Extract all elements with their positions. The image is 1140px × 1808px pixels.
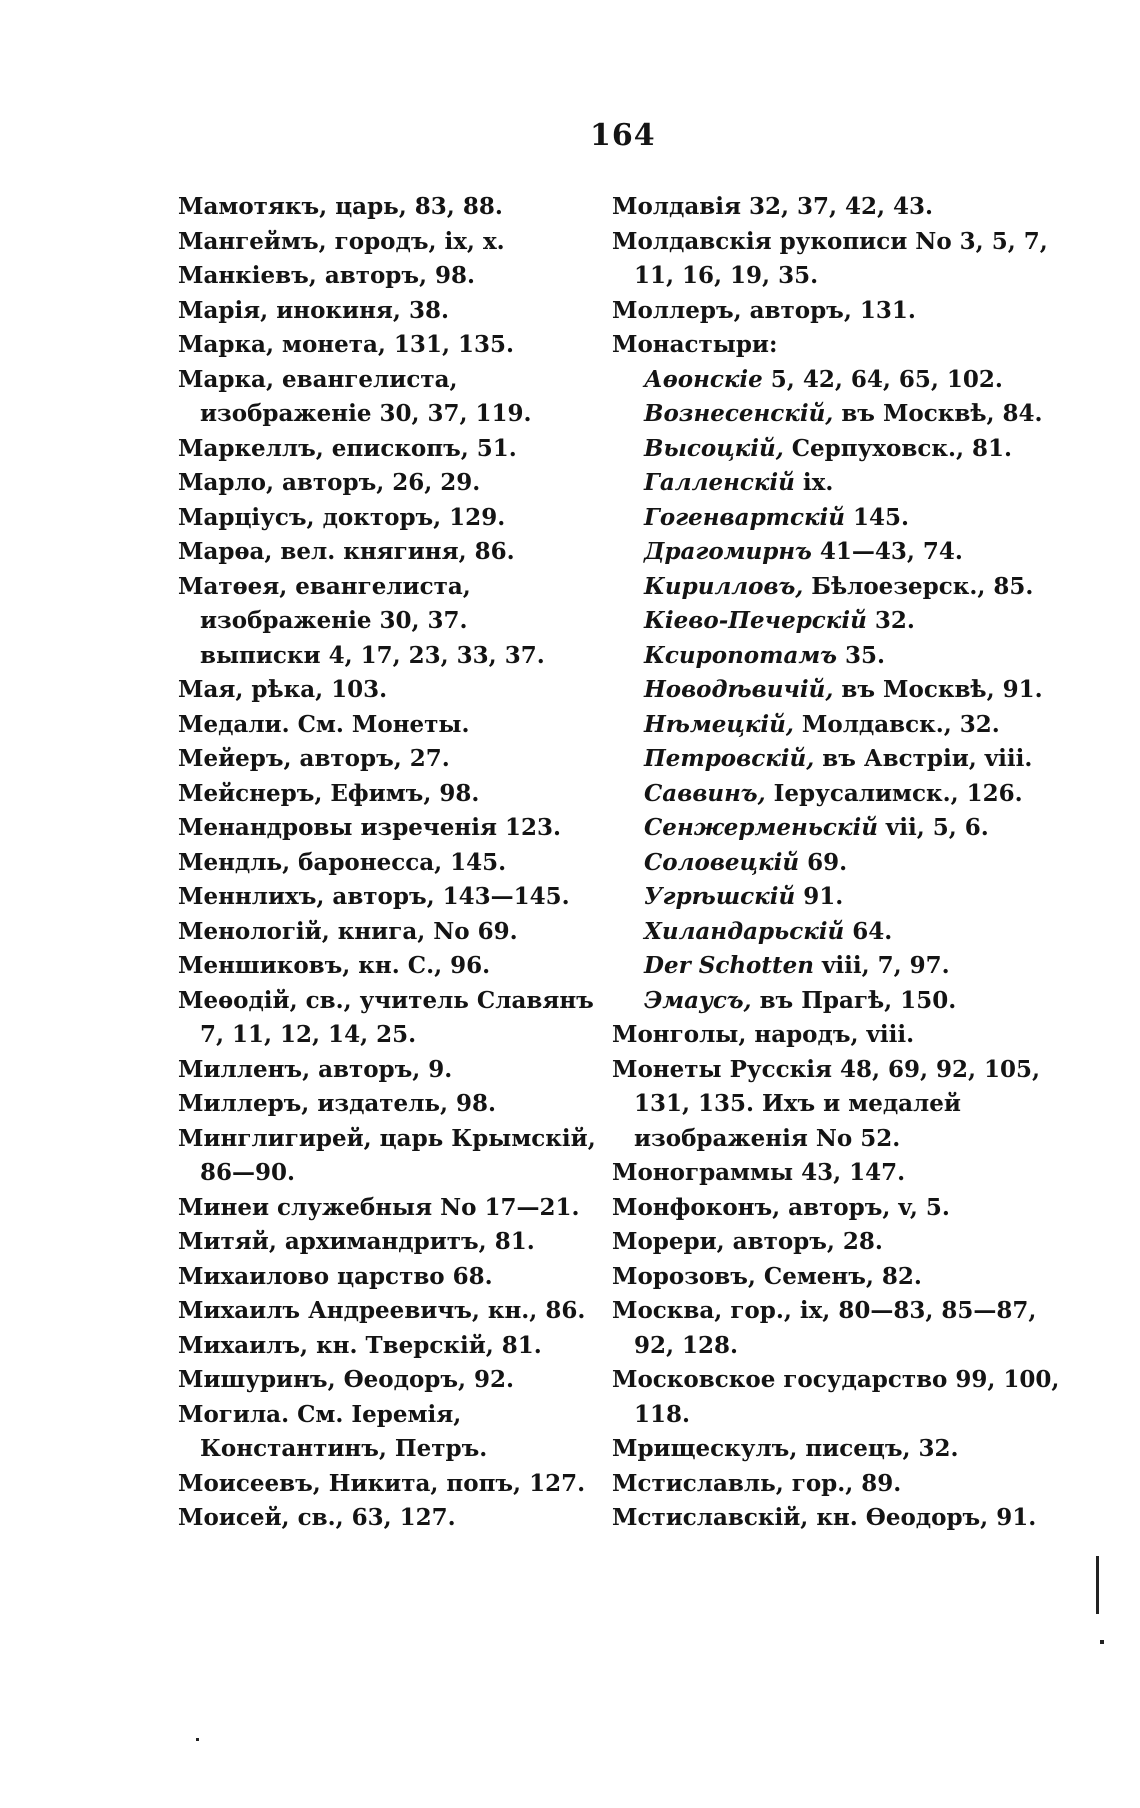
entry-references: царь, 83, 88.	[327, 193, 503, 220]
entry-references: издатель, 98.	[309, 1090, 497, 1117]
index-entry	[178, 432, 596, 467]
entry-headword: Der Schotten	[644, 952, 814, 979]
entry-references: св., учитель Славянъ 7, 11, 12, 14, 25.	[200, 986, 594, 1048]
entry-headword: Мангеймъ,	[178, 227, 327, 255]
entry-references: 43, 147.	[793, 1159, 906, 1186]
entry-references: vii, 5, 6.	[877, 814, 989, 841]
index-entry	[612, 1467, 1068, 1502]
entry-headword: Новодѣвичій,	[644, 676, 834, 703]
entry-headword: Михаилъ	[178, 1297, 301, 1324]
entry-headword: Монастыри:	[612, 331, 778, 358]
index-entry	[178, 1294, 596, 1329]
entry-references: въ Москвѣ, 91.	[833, 676, 1043, 703]
entry-headword: Сенжерменьскій	[644, 814, 878, 841]
entry-headword: Мамотякъ,	[178, 193, 328, 220]
index-entry	[612, 1501, 1068, 1536]
entry-headword: Мейеръ,	[178, 745, 292, 772]
index-subentry	[612, 811, 1068, 846]
index-entry	[178, 190, 596, 225]
index-entry	[612, 1363, 1068, 1432]
entry-headword: Саввинъ,	[644, 779, 766, 807]
entry-headword: Могила.	[178, 1400, 290, 1428]
index-subentry	[612, 639, 1068, 674]
entry-headword: Моисеевъ,	[178, 1469, 321, 1497]
entry-references: св., 63, 127.	[289, 1504, 456, 1531]
entry-headword: Московское	[612, 1366, 776, 1393]
entry-references: авторъ, 98.	[316, 262, 476, 289]
entry-references: 35.	[836, 641, 885, 669]
scan-speck	[1100, 1640, 1104, 1644]
entry-references: Ефимъ, 98.	[322, 779, 480, 807]
entry-headword: Мая,	[178, 676, 244, 703]
entry-references: Ѳеодоръ, 92.	[335, 1366, 515, 1393]
index-entry	[178, 1225, 596, 1260]
entry-headword: Михаилово	[178, 1262, 330, 1290]
index-subentry	[612, 501, 1068, 536]
entry-references: 69.	[799, 848, 848, 876]
entry-headword: Марка,	[178, 365, 274, 393]
index-subentry	[612, 915, 1068, 950]
entry-headword: Морозовъ,	[612, 1262, 756, 1290]
entry-references: Серпуховск., 81.	[783, 434, 1012, 462]
entry-headword: Драгомирнъ	[644, 538, 812, 565]
entry-references: государство 99, 100, 118.	[634, 1366, 1060, 1428]
index-subentry	[612, 949, 1068, 984]
index-subentry	[612, 397, 1068, 432]
index-entry	[178, 1053, 596, 1088]
entry-references: авторъ, 131.	[741, 296, 916, 324]
index-subentry	[612, 880, 1068, 915]
entry-headword: Митяй,	[178, 1228, 277, 1255]
index-subentry	[612, 708, 1068, 743]
index-entry	[178, 501, 596, 536]
index-entry	[178, 328, 596, 363]
index-entry	[178, 1398, 596, 1467]
index-entry	[178, 1122, 596, 1191]
entry-references: докторъ, 129.	[314, 503, 506, 531]
entry-references: Молдавск., 32.	[793, 710, 1000, 738]
entry-headword: Вознесенскій,	[644, 400, 834, 427]
index-subentry	[612, 535, 1068, 570]
entry-references: книга, No 69.	[329, 917, 518, 945]
entry-headword: Монфоконъ,	[612, 1193, 781, 1221]
entry-headword: Аѳонскіе	[644, 365, 763, 393]
index-entry	[178, 777, 596, 812]
entry-headword: Мишуринъ,	[178, 1366, 336, 1393]
index-subentry	[612, 363, 1068, 398]
page-number: 164	[590, 118, 656, 153]
entry-references: народъ, viii.	[746, 1021, 915, 1048]
entry-references: ix.	[794, 469, 834, 496]
entry-references: См. Іеремія, Константинъ, Петръ.	[200, 1400, 488, 1462]
entry-headword: Эмаусъ,	[644, 986, 752, 1014]
index-column-right	[612, 190, 1068, 1536]
entry-headword: Минеи	[178, 1193, 270, 1221]
entry-references: въ Австріи, viii.	[814, 745, 1033, 772]
entry-headword: Петровскій,	[644, 745, 815, 772]
entry-references: кн. Тверскій, 81.	[308, 1331, 542, 1359]
entry-headword: Манкіевъ,	[178, 262, 317, 289]
entry-references: авторъ, 27.	[291, 745, 450, 772]
index-entry	[178, 1501, 596, 1536]
entry-references: авторъ, 28.	[724, 1228, 883, 1255]
index-subentry	[612, 742, 1068, 777]
entry-references: 145.	[845, 503, 910, 531]
entry-references: кн. С., 96.	[350, 952, 491, 979]
entry-references: авторъ, 9.	[310, 1055, 453, 1083]
entry-references: авторъ, 26, 29.	[274, 469, 481, 496]
entry-references: евангелиста, изображеніе 30, 37. выписки 4, 17, 23, 33, 37.	[200, 572, 545, 669]
entry-headword: Михаилъ,	[178, 1331, 309, 1359]
entry-headword: Молдавія	[612, 193, 741, 220]
entry-headword: Марѳа,	[178, 538, 273, 565]
entry-references: 41—43, 74.	[811, 538, 963, 565]
entry-headword: Меѳодій,	[178, 986, 298, 1014]
entry-references: городъ, ix, x.	[326, 227, 505, 255]
entry-references: епископъ, 51.	[323, 434, 517, 462]
entry-references: рукописи No 3, 5, 7, 11, 16, 19, 35.	[634, 227, 1048, 289]
index-subentry	[612, 432, 1068, 467]
index-subentry	[612, 984, 1068, 1019]
entry-headword: Монограммы	[612, 1159, 794, 1186]
index-entry	[612, 1053, 1068, 1157]
entry-headword: Мейснеръ,	[178, 779, 323, 807]
entry-references: гор., ix, 80—83, 85—87, 92, 128.	[634, 1297, 1037, 1359]
index-entry	[612, 1156, 1068, 1191]
entry-headword: Высоцкій,	[644, 434, 784, 462]
entry-headword: Маркеллъ,	[178, 434, 324, 462]
entry-headword: Менандровы	[178, 814, 353, 841]
index-entry	[178, 1087, 596, 1122]
entry-references: въ Прагѣ, 150.	[751, 986, 957, 1014]
index-entry	[178, 363, 596, 432]
entry-headword: Кіево-Печерскій	[644, 607, 867, 634]
entry-references: инокиня, 38.	[268, 296, 449, 324]
entry-references: Русскія 48, 69, 92, 105, 131, 135. Ихъ и медалей изображенія No 52.	[634, 1055, 1041, 1152]
index-entry	[612, 1432, 1068, 1467]
entry-headword: Гогенвартскій	[644, 503, 846, 531]
index-entry	[178, 1363, 596, 1398]
entry-references: гор., 89.	[783, 1469, 902, 1497]
entry-headword: Марка,	[178, 331, 274, 358]
entry-references: 32, 37, 42, 43.	[740, 193, 934, 220]
index-entry	[178, 949, 596, 984]
entry-references: авторъ, v, 5.	[780, 1193, 950, 1221]
index-subentry	[612, 777, 1068, 812]
index-entry	[612, 1225, 1068, 1260]
index-entry	[178, 259, 596, 294]
entry-headword: Москва,	[612, 1297, 723, 1324]
entry-headword: Молдавскія	[612, 227, 772, 255]
entry-references: монета, 131, 135.	[273, 331, 514, 358]
index-entry	[178, 1260, 596, 1295]
entry-references: служебныя No 17—21.	[269, 1193, 580, 1221]
entry-references: въ Москвѣ, 84.	[833, 400, 1043, 427]
index-subentry	[612, 846, 1068, 881]
entry-references: Семенъ, 82.	[755, 1262, 922, 1290]
index-entry	[178, 1191, 596, 1226]
entry-references: , царь Крымскій, 86—90.	[200, 1124, 596, 1186]
entry-references: Іерусалимск., 126.	[765, 779, 1023, 807]
index-subentry	[612, 604, 1068, 639]
index-entry	[612, 1260, 1068, 1295]
index-entry	[178, 742, 596, 777]
entry-headword: Минглигирей	[178, 1124, 364, 1152]
index-entry	[178, 225, 596, 260]
entry-references: viii, 7, 97.	[813, 952, 950, 979]
index-entry	[178, 880, 596, 915]
entry-headword: Галленскій	[644, 469, 795, 496]
entry-references: 5, 42, 64, 65, 102.	[762, 365, 1003, 393]
entry-headword: Меншиковъ,	[178, 952, 351, 979]
entry-references: баронесса, 145.	[290, 848, 507, 876]
index-entry	[178, 1329, 596, 1364]
entry-headword: Монеты	[612, 1055, 722, 1083]
entry-headword: Мстиславль,	[612, 1469, 784, 1497]
entry-references: 91.	[795, 883, 844, 910]
entry-references: изреченія 123.	[352, 814, 561, 841]
margin-rule	[1096, 1556, 1099, 1614]
entry-references: писецъ, 32.	[797, 1435, 959, 1462]
index-entry	[178, 708, 596, 743]
index-entry	[178, 673, 596, 708]
entry-headword: Монголы,	[612, 1021, 747, 1048]
entry-references: См. Монеты.	[289, 710, 470, 738]
entry-headword: Мрищескулъ,	[612, 1435, 798, 1462]
entry-headword: Матѳея,	[178, 572, 288, 600]
index-entry	[612, 1191, 1068, 1226]
entry-headword: Хиландарьскій	[644, 917, 845, 945]
entry-headword: Соловецкій	[644, 848, 800, 876]
index-subentry	[612, 673, 1068, 708]
index-entry	[612, 190, 1068, 225]
index-entry	[178, 811, 596, 846]
index-subentry	[612, 466, 1068, 501]
entry-references: царство 68.	[329, 1262, 493, 1290]
entry-references: 64.	[844, 917, 893, 945]
entry-headword: Медали.	[178, 710, 290, 738]
entry-references: Бѣлоезерск., 85.	[803, 572, 1034, 600]
index-entry	[178, 984, 596, 1053]
entry-headword: Угрѣшскій	[644, 883, 796, 910]
index-entry	[178, 915, 596, 950]
entry-headword: Мендль,	[178, 848, 291, 876]
entry-headword: Морери,	[612, 1228, 725, 1255]
entry-headword: Моисей,	[178, 1504, 290, 1531]
entry-headword: Миллеръ,	[178, 1090, 310, 1117]
entry-references: рѣка, 103.	[243, 676, 388, 703]
index-entry	[178, 570, 596, 674]
entry-references: евангелиста, изображеніе 30, 37, 119.	[200, 365, 532, 427]
entry-headword: Ксиропотамъ	[644, 641, 837, 669]
entry-references: 32.	[866, 607, 915, 634]
index-subentry	[612, 570, 1068, 605]
index-entry	[178, 846, 596, 881]
entry-references: вел. княгиня, 86.	[272, 538, 515, 565]
entry-headword: Марціусъ,	[178, 503, 315, 531]
index-entry	[178, 466, 596, 501]
entry-headword: Меннлихъ,	[178, 883, 325, 910]
entry-headword: Менологій,	[178, 917, 330, 945]
index-entry	[612, 1294, 1068, 1363]
index-entry	[612, 294, 1068, 329]
index-entry	[178, 294, 596, 329]
entry-headword: Моллеръ,	[612, 296, 742, 324]
index-entry	[178, 535, 596, 570]
index-entry	[612, 328, 1068, 363]
entry-headword: Милленъ,	[178, 1055, 311, 1083]
index-entry	[612, 225, 1068, 294]
entry-references: архимандритъ, 81.	[276, 1228, 535, 1255]
index-column-left	[178, 190, 596, 1536]
index-entry	[178, 1467, 596, 1502]
entry-headword: Марія,	[178, 296, 269, 324]
scan-speck	[196, 1738, 199, 1741]
entry-headword: Марло,	[178, 469, 275, 496]
entry-references: Андреевичъ, кн., 86.	[300, 1297, 586, 1324]
entry-headword: Мстиславскій,	[612, 1504, 809, 1531]
entry-references: Никита, попъ, 127.	[320, 1469, 586, 1497]
index-entry	[612, 1018, 1068, 1053]
entry-references: кн. Ѳеодоръ, 91.	[808, 1504, 1037, 1531]
entry-references: авторъ, 143—145.	[324, 883, 570, 910]
entry-headword: Нѣмецкій,	[644, 710, 794, 738]
entry-headword: Кирилловъ,	[644, 572, 804, 600]
